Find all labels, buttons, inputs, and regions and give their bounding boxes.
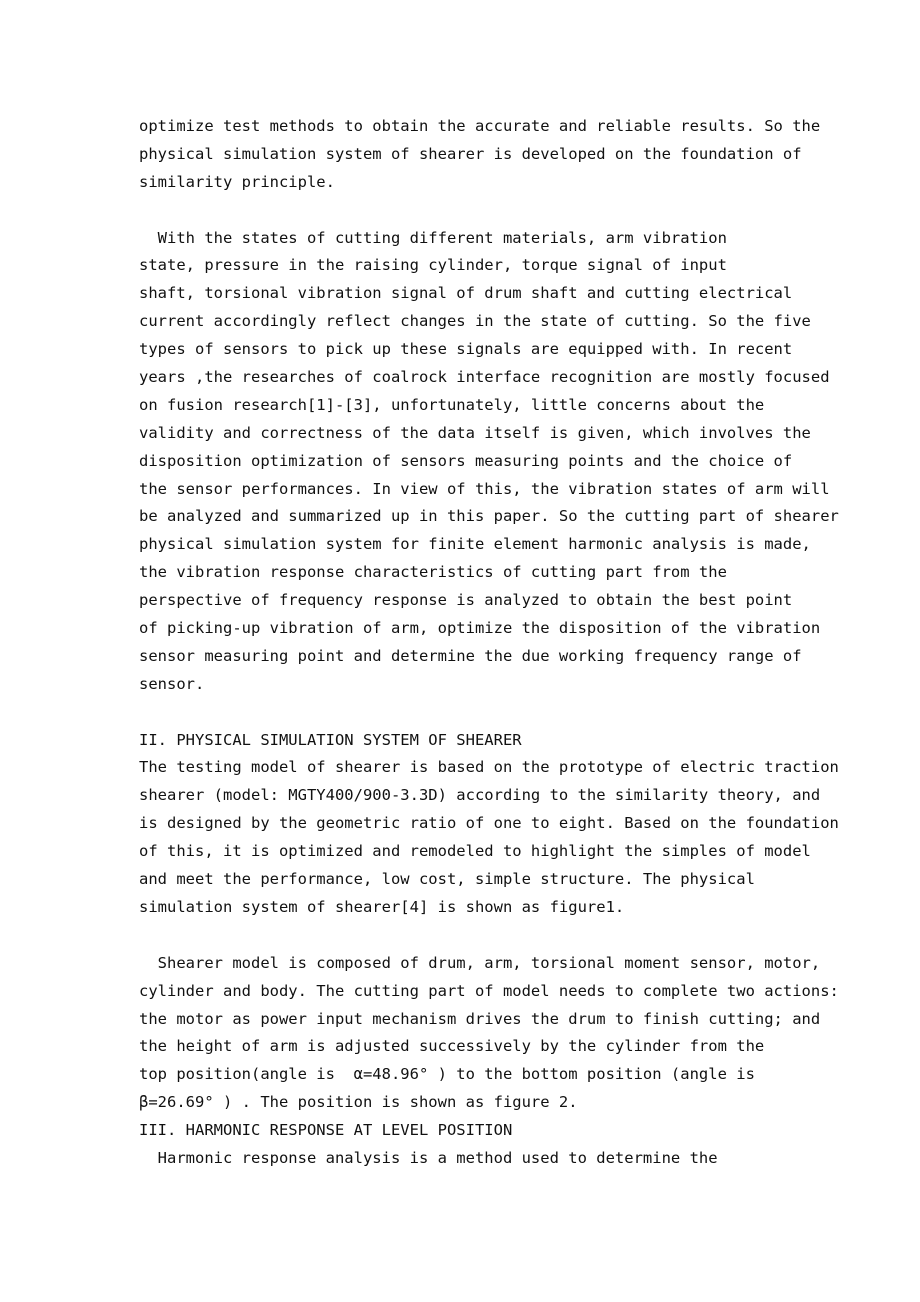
paragraph-sensors <box>139 225 839 699</box>
text-line: state, pressure in the raising cylinder, torque signal of input <box>139 256 727 275</box>
section-heading-2: II. PHYSICAL SIMULATION SYSTEM OF SHEARER <box>139 730 522 749</box>
text-line: physical simulation system of shearer is developed on the foundation of <box>139 144 802 163</box>
text-line: and meet the performance, low cost, simple structure. The physical <box>139 870 755 889</box>
paragraph-harmonic-response <box>139 1145 782 1173</box>
text-line: of this, it is optimized and remodeled to highlight the simples of model <box>139 842 811 861</box>
text-line: The testing model of shearer is based on the prototype of electric traction <box>139 758 839 777</box>
text-line: Harmonic response analysis is a method used to determine the <box>139 1148 718 1167</box>
text-line: simulation system of shearer[4] is shown as figure1. <box>139 897 625 916</box>
text-line: on fusion research[1]-[3], unfortunately, little concerns about the <box>139 395 765 414</box>
text-line: the sensor performances. In view of this, the vibration states of arm will <box>139 479 830 498</box>
text-line: cylinder and body. The cutting part of model needs to complete two actions: <box>139 981 839 1000</box>
text-line: top position(angle is α=48.96° ) to the bottom position (angle is <box>139 1065 755 1084</box>
section-heading-3: III. HARMONIC RESPONSE AT LEVEL POSITION <box>139 1121 513 1140</box>
text-line: Shearer model is composed of drum, arm, torsional moment sensor, motor, <box>139 953 821 972</box>
text-line: of picking-up vibration of arm, optimize the disposition of the vibration <box>139 619 821 638</box>
paragraph-gap <box>139 922 782 950</box>
text-line: perspective of frequency response is analyzed to obtain the best point <box>139 591 793 610</box>
text-line: similarity principle. <box>139 172 335 191</box>
paragraph-shearer-model <box>139 950 839 1117</box>
text-line: sensor measuring point and determine the due working frequency range of <box>139 646 802 665</box>
text-line: is designed by the geometric ratio of one to eight. Based on the foundation <box>139 814 839 833</box>
text-line: disposition optimization of sensors measuring points and the choice of <box>139 451 793 470</box>
text-line: be analyzed and summarized up in this paper. So the cutting part of shearer <box>139 507 839 526</box>
text-line: the vibration response characteristics of cutting part from the <box>139 563 727 582</box>
text-line: current accordingly reflect changes in the state of cutting. So the five <box>139 312 811 331</box>
text-line: types of sensors to pick up these signals are equipped with. In recent <box>139 340 793 359</box>
text-line: With the states of cutting different materials, arm vibration <box>139 228 727 247</box>
paragraph-testing-model <box>139 754 839 921</box>
text-line: the motor as power input mechanism drives the drum to finish cutting; and <box>139 1009 821 1028</box>
text-line: physical simulation system for finite element harmonic analysis is made, <box>139 535 811 554</box>
paragraph-intro-continued <box>139 113 821 197</box>
text-line: shearer (model: MGTY400/900-3.3D) according to the similarity theory, and <box>139 786 821 805</box>
text-line: β=26.69° ) . The position is shown as figure 2. <box>139 1093 578 1112</box>
text-line: optimize test methods to obtain the accurate and reliable results. So the <box>139 117 821 135</box>
text-line: years ,the researches of coalrock interface recognition are mostly focused <box>139 368 830 387</box>
text-line: shaft, torsional vibration signal of drum shaft and cutting electrical <box>139 284 793 303</box>
text-line: validity and correctness of the data itself is given, which involves the <box>139 423 811 442</box>
text-line: the height of arm is adjusted successively by the cylinder from the <box>139 1037 765 1056</box>
paragraph-gap <box>139 699 782 727</box>
paper-page <box>139 113 839 1173</box>
paragraph-gap <box>139 197 782 225</box>
text-line: sensor. <box>139 674 205 693</box>
